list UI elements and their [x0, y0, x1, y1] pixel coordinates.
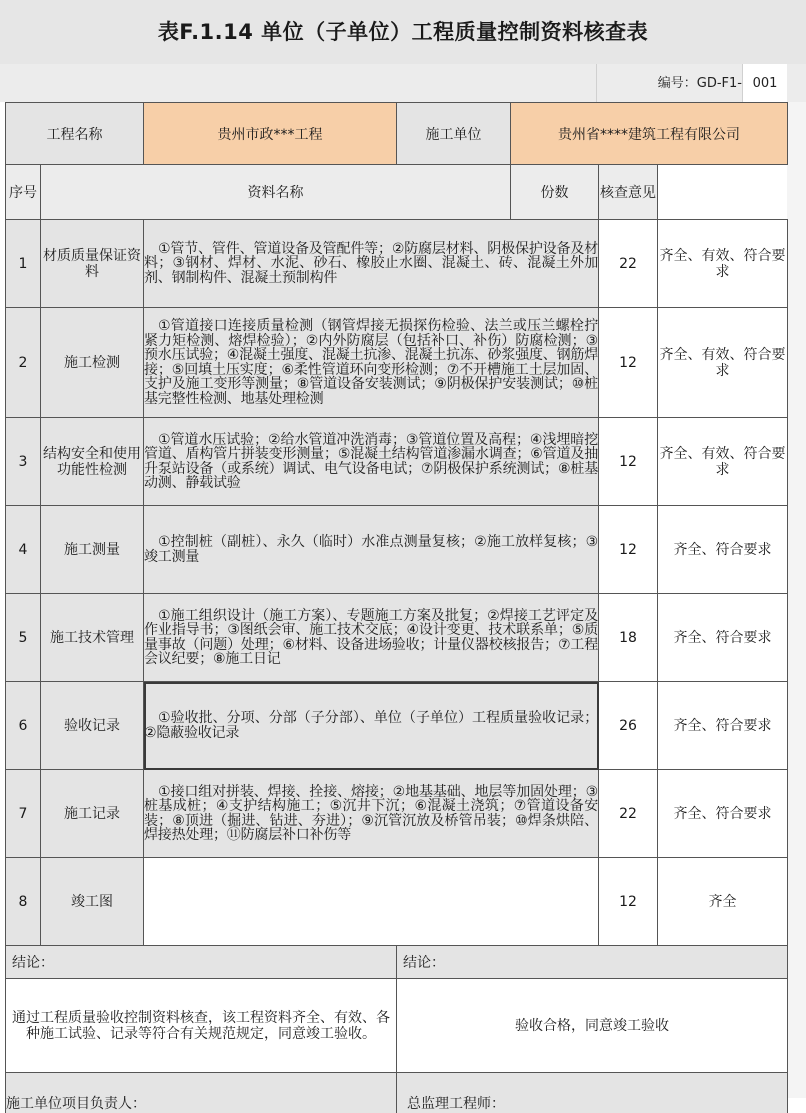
row-copies[interactable]: 12	[599, 308, 658, 418]
table-row	[6, 682, 788, 770]
row-category: 材质质量保证资料	[41, 220, 144, 308]
header-index: 序号	[6, 165, 41, 220]
project-name-label: 工程名称	[6, 103, 144, 165]
row-description[interactable]: ①管道接口连接质量检测（钢管焊接无损探伤检验、法兰或压兰螺栓拧紧力矩检测、熔焊检验）；②内外防腐层（包括补口、补伤）防腐检测；③预水压试验；④混凝土强度、混凝土抗渗、混凝土抗冻、砂浆强度、钢筋焊接；⑤回填土压实度；⑥柔性管道环向变形检测；⑦不开槽施工土层加固、支护及施工变形等测量；⑧管道设备安装测试；⑨阴极保护安装测试；⑩桩基完整性检测、地基处理检测	[144, 308, 599, 418]
row-opinion[interactable]: 齐全	[658, 858, 788, 946]
row-category: 竣工图	[41, 858, 144, 946]
row-index: 1	[6, 220, 41, 308]
row-opinion[interactable]: 齐全、有效、符合要求	[658, 418, 788, 506]
row-opinion[interactable]: 齐全、有效、符合要求	[658, 220, 788, 308]
table-row	[6, 770, 788, 858]
row-opinion[interactable]: 齐全、符合要求	[658, 770, 788, 858]
header-material: 资料名称	[41, 165, 511, 220]
code-value-cell[interactable]: 001	[742, 64, 787, 102]
conclusion-left-label: 结论：	[6, 946, 397, 979]
table-row	[6, 506, 788, 594]
row-index: 8	[6, 858, 41, 946]
row-opinion[interactable]: 齐全、符合要求	[658, 594, 788, 682]
row-category: 施工技术管理	[41, 594, 144, 682]
row-copies[interactable]: 18	[599, 594, 658, 682]
conclusion-label-row	[6, 946, 788, 979]
constructor-label: 施工单位	[397, 103, 511, 165]
row-description[interactable]: ①管道水压试验；②给水管道冲洗消毒；③管道位置及高程；④浅埋暗挖管道、盾构管片拼装变形测量；⑤混凝土结构管道渗漏水调查；⑥管道及抽升泵站设备（或系统）调试、电气设备电试；⑦阴极保护系统测试；⑧桩基动测、静载试验	[144, 418, 599, 506]
row-category: 施工检测	[41, 308, 144, 418]
code-label: 编号：GD-F1-	[658, 64, 742, 102]
row-opinion[interactable]: 齐全、符合要求	[658, 682, 788, 770]
row-category: 验收记录	[41, 682, 144, 770]
row-category: 施工记录	[41, 770, 144, 858]
row-copies[interactable]: 26	[599, 682, 658, 770]
right-gutter	[787, 102, 806, 1098]
conclusion-right-label: 结论：	[397, 946, 788, 979]
row-description[interactable]	[144, 858, 599, 946]
row-description[interactable]: ①接口组对拼装、焊接、拴接、熔接；②地基基础、地层等加固处理；③桩基成桩；④支护结构施工；⑤沉井下沉；⑥混凝土浇筑；⑦管道设备安装；⑧顶进（掘进、钻进、夯进）；⑨沉管沉放及桥管吊装；⑩焊条烘陪、焊接热处理；⑪防腐层补口补伤等	[144, 770, 599, 858]
row-copies[interactable]: 12	[599, 506, 658, 594]
row-description[interactable]: ①管节、管件、管道设备及管配件等；②防腐层材料、阴极保护设备及材料；③钢材、焊材、水泥、砂石、橡胶止水圈、混凝土、砖、混凝土外加剂、钢制构件、混凝土预制构件	[144, 220, 599, 308]
quality-control-table	[5, 102, 788, 1113]
table-row	[6, 308, 788, 418]
header-opinion: 核查意见	[599, 165, 658, 220]
row-index: 2	[6, 308, 41, 418]
row-index: 4	[6, 506, 41, 594]
constructor-value[interactable]: 贵州省****建筑工程有限公司	[511, 103, 788, 165]
page-title: 表F.1.14 单位（子单位）工程质量控制资料核查表	[0, 0, 806, 64]
header-copies: 份数	[511, 165, 599, 220]
header-row	[6, 165, 788, 220]
row-copies[interactable]: 12	[599, 858, 658, 946]
row-description-selected[interactable]: ①验收批、分项、分部（子分部）、单位（子单位）工程质量验收记录；②隐蔽验收记录	[144, 682, 599, 770]
gridline	[596, 64, 597, 102]
row-index: 6	[6, 682, 41, 770]
row-index: 7	[6, 770, 41, 858]
table-row	[6, 220, 788, 308]
row-category: 结构安全和使用功能性检测	[41, 418, 144, 506]
row-copies[interactable]: 12	[599, 418, 658, 506]
row-opinion[interactable]: 齐全、符合要求	[658, 506, 788, 594]
table-row	[6, 594, 788, 682]
chief-supervisor-signature[interactable]: 总监理工程师：	[397, 1073, 788, 1113]
table-row	[6, 418, 788, 506]
project-name-value[interactable]: 贵州市政***工程	[144, 103, 397, 165]
row-category: 施工测量	[41, 506, 144, 594]
row-index: 5	[6, 594, 41, 682]
conclusion-body-row	[6, 979, 788, 1073]
row-description[interactable]: ①施工组织设计（施工方案）、专题施工方案及批复；②焊接工艺评定及作业指导书；③图纸会审、施工技术交底；④设计变更、技术联系单；⑤质量事故（问题）处理；⑥材料、设备进场验收；计量仪器校核报告；⑦工程会议纪要；⑧施工日记	[144, 594, 599, 682]
row-opinion[interactable]: 齐全、有效、符合要求	[658, 308, 788, 418]
constructor-lead-signature[interactable]: 施工单位项目负责人：	[6, 1073, 397, 1113]
conclusion-right-text[interactable]: 验收合格，同意竣工验收	[397, 979, 788, 1073]
row-copies[interactable]: 22	[599, 770, 658, 858]
row-description[interactable]: ①控制桩（副桩）、永久（临时）水准点测量复核；②施工放样复核；③竣工测量	[144, 506, 599, 594]
row-index: 3	[6, 418, 41, 506]
signature-row	[6, 1073, 788, 1113]
table-row	[6, 858, 788, 946]
project-row	[6, 103, 788, 165]
conclusion-left-text[interactable]: 通过工程质量验收控制资料核查，该工程资料齐全、有效、各种施工试验、记录等符合有关规范规定，同意竣工验收。	[6, 979, 397, 1073]
row-copies[interactable]: 22	[599, 220, 658, 308]
